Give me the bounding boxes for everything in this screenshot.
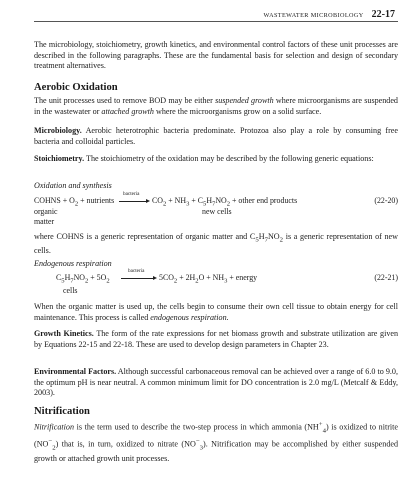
page-number: 22-17 — [371, 9, 395, 20]
reaction-arrow-2 — [121, 278, 154, 279]
microbiology-paragraph: Microbiology. Aerobic heterotrophic bacteria predominate. Protozoa also play a role by consuming free bacteria and colloidal particles. — [34, 126, 398, 146]
environmental-factors-lead: Environmental Factors. — [34, 367, 117, 376]
eq1-under-left: organic — [34, 207, 58, 216]
equation-22-20-rhs: $CO_2 + NH_3 + C_5H_7NO_2$ + other end products — [152, 196, 298, 208]
section-heading-aerobic: Aerobic Oxidation — [34, 82, 118, 93]
stoichiometry-lead: Stoichiometry. — [34, 154, 85, 163]
environmental-factors-paragraph: Environmental Factors. Although successful carbonaceous removal can be achieved over a range of 6.0 to 9.0, the optimum pH is near neutral. A common minimum limit for DO concentration is 2.0 mg/L (Metcalf & Eddy, 2003). — [34, 367, 398, 398]
microbiology-lead: Microbiology. — [34, 126, 82, 135]
eq1-under-left-2: matter — [34, 217, 55, 226]
eq1-under-right: new cells — [202, 207, 232, 216]
running-header — [264, 9, 395, 20]
growth-kinetics-lead: Growth Kinetics. — [34, 329, 94, 338]
where-paragraph: where COHNS is a generic representation of organic matter and $C_5H_7NO_2$ is a generic representation of new cells. — [34, 232, 398, 256]
section-heading-nitrification: Nitrification — [34, 406, 90, 417]
reaction-arrow-1 — [119, 201, 147, 202]
equation-number-22-20: (22-20) — [374, 196, 398, 205]
equation-22-20-lhs: COHNS + $O_2$ + nutrients — [34, 196, 115, 208]
endogenous-paragraph: When the organic matter is used up, the cells begin to consume their own cell tissue to obtain energy for cell maintenance. This process is called endogenous respiration. — [34, 302, 398, 322]
aerobic-paragraph: The unit processes used to remove BOD may be either suspended growth where microorganisms are suspended in the wastewater or attached growth where the microorganisms grow on a solid surface. — [34, 96, 398, 116]
endogenous-label: Endogenous respiration — [34, 259, 112, 268]
equation-22-21-lhs: $C_5H_7NO_2 + 5O_2$ — [56, 273, 110, 285]
nitrification-paragraph: Nitrification is the term used to describe the two-step process in which ammonia $(NH^+_4)$ is oxidized to nitrite $(NO^-_2)$ that is, in turn, oxidized to nitrate $(NO^-_3)$. Nitrification may be accomplished by either suspended growth or attached growth unit processes. — [34, 421, 398, 463]
stoichiometry-paragraph: Stoichiometry. The stoichiometry of the oxidation may be described by the following generic equations: — [34, 154, 374, 163]
arrow-head-1 — [146, 199, 150, 203]
arrow-head-2 — [153, 276, 157, 280]
header-rule — [34, 21, 398, 22]
equation-22-21-rhs: $5CO_2 + 2H_2O + NH_3$ + energy — [159, 273, 258, 285]
growth-kinetics-paragraph: Growth Kinetics. The form of the rate expressions for net biomass growth and substrate utilization are given by Equations 22-15 and 22-18. These are used to develop design parameters in Chapter 23. — [34, 329, 399, 349]
intro-paragraph: The microbiology, stoichiometry, growth kinetics, and environmental control factors of these unit processes are described in the following paragraphs. These are the fundamental basis for selection and design of secondary treatment alternatives. — [34, 40, 398, 71]
equation-number-22-21: (22-21) — [374, 273, 398, 282]
eq2-under: cells — [63, 286, 78, 295]
synthesis-label: Oxidation and synthesis — [34, 181, 112, 190]
catalyst-label-1: bacteria — [123, 191, 140, 197]
catalyst-label-2: bacteria — [128, 268, 145, 274]
running-title: WASTEWATER MICROBIOLOGY — [263, 12, 364, 19]
